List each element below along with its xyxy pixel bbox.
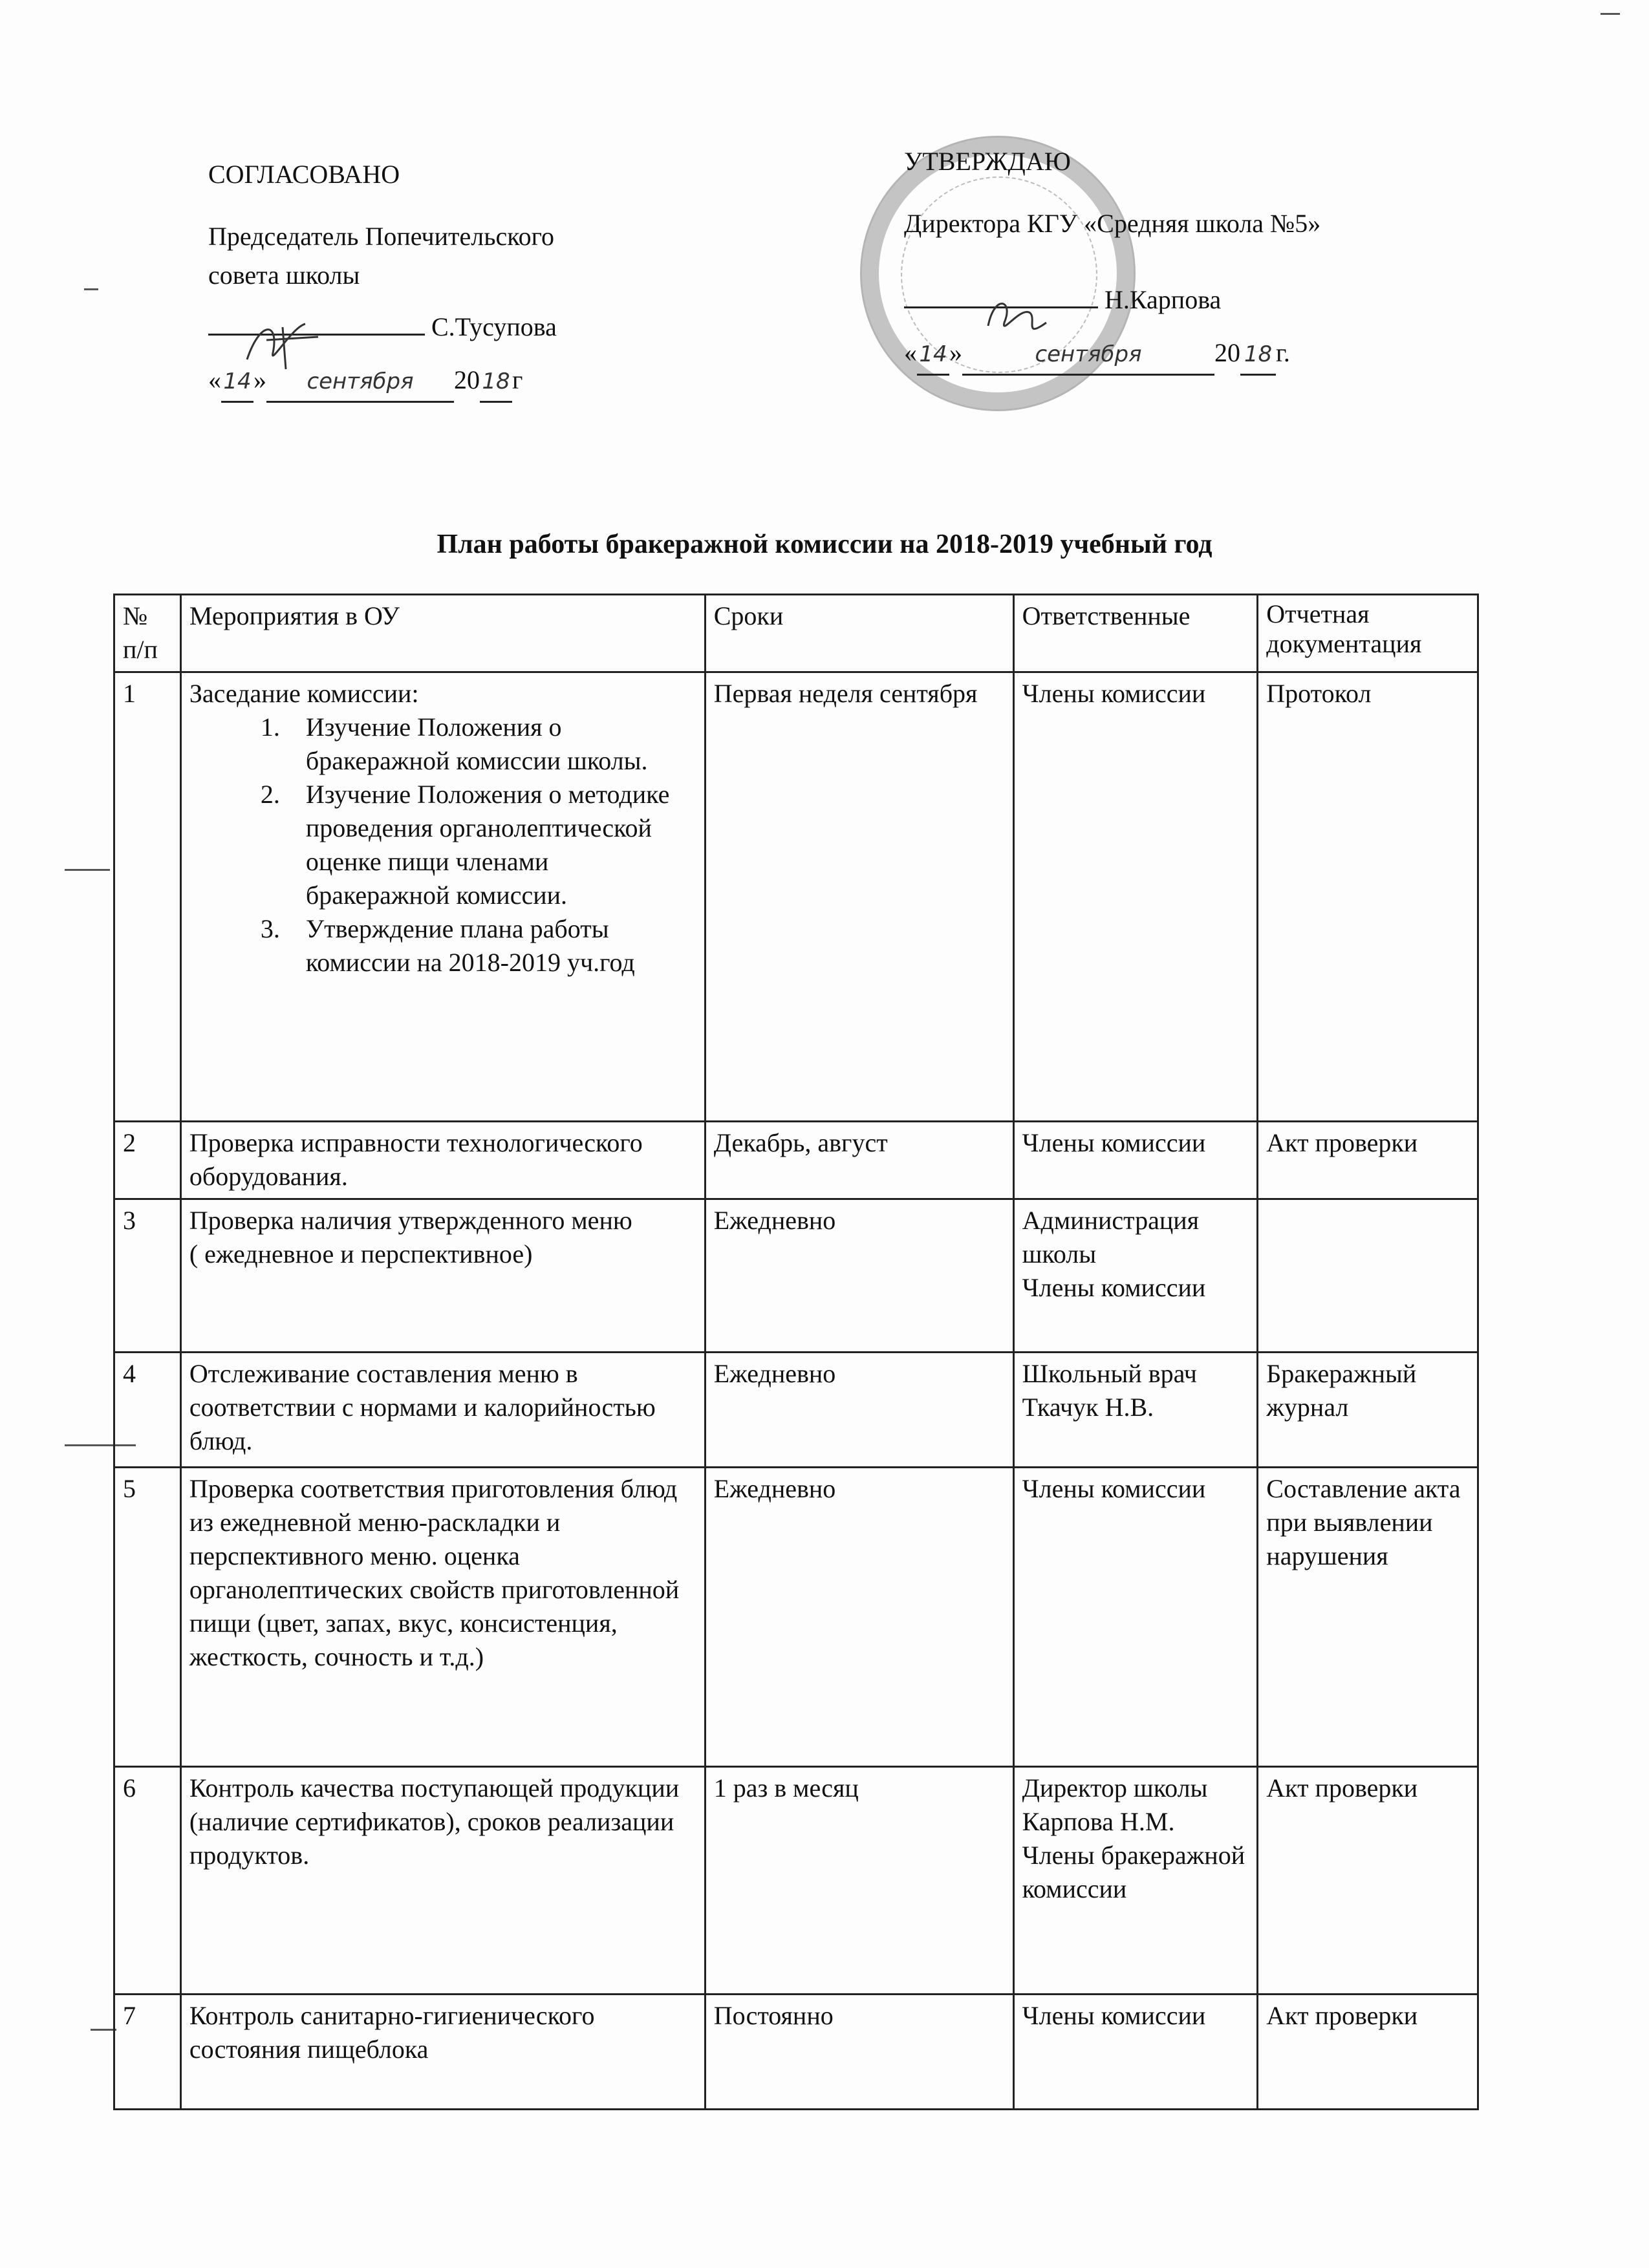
table-row [114, 1767, 1478, 1995]
table-row [114, 1995, 1478, 2110]
list-item: 3. Утверждение плана работы комиссии на 2018-2019 уч.год [286, 912, 696, 979]
approve-date-year: 18 [1240, 335, 1276, 376]
header-number: № п/п [114, 595, 181, 672]
scan-mark [91, 2029, 116, 2031]
row-term: 1 раз в месяц [705, 1767, 1013, 1995]
agreed-date-day: 14 [221, 362, 253, 403]
signature-line [904, 306, 1098, 308]
row-document: Акт проверки [1258, 1767, 1478, 1995]
event-intro: Заседание комиссии: [189, 679, 419, 708]
row-responsible: Школьный врач Ткачук Н.В. [1013, 1353, 1258, 1468]
scan-mark [65, 869, 110, 871]
row-event: Отслеживание составления меню в соответствии с нормами и калорийностью блюд. [180, 1353, 705, 1468]
row-event: Проверка исправности технологического оборудования. [180, 1122, 705, 1199]
row-number: 2 [114, 1122, 181, 1199]
approve-date: «14» сентября 20 18 г. [904, 334, 1486, 376]
row-event: Контроль санитарно-гигиенического состояния пищеблока [180, 1995, 705, 2110]
event-list [189, 711, 696, 979]
list-item: 2. Изучение Положения о методике проведения органолептической оценке пищи членами бракеражной комиссии. [286, 778, 696, 912]
document-title: План работы бракеражной комиссии на 2018-2019 учебный год [436, 530, 1212, 559]
row-term: Постоянно [705, 1995, 1013, 2110]
agreed-block [208, 155, 726, 403]
row-document: Акт проверки [1258, 1995, 1478, 2110]
row-number: 7 [114, 1995, 181, 2110]
table-row [114, 1199, 1478, 1353]
row-document: Протокол [1258, 672, 1478, 1122]
row-responsible: Члены комиссии [1013, 1122, 1258, 1199]
table-row [114, 1122, 1478, 1199]
row-event: Проверка наличия утвержденного меню ( ежедневное и перспективное) [180, 1199, 705, 1353]
agreed-date-year: 18 [480, 362, 512, 403]
row-document [1258, 1199, 1478, 1353]
agreed-date: «14» сентября 2018г [208, 361, 726, 403]
row-responsible: Члены комиссии [1013, 1468, 1258, 1767]
approve-heading: УТВЕРЖДАЮ [904, 147, 1071, 176]
table-header-row [114, 595, 1478, 672]
row-number: 4 [114, 1353, 181, 1468]
scan-mark [1600, 13, 1620, 15]
row-number: 3 [114, 1199, 181, 1353]
row-responsible: Члены комиссии [1013, 672, 1258, 1122]
list-item: 1. Изучение Положения о бракеражной комиссии школы. [286, 711, 696, 778]
agreed-position-line2: совета школы [208, 261, 360, 290]
row-document: Акт проверки [1258, 1122, 1478, 1199]
row-event [180, 672, 705, 1122]
approve-date-month: сентября [962, 335, 1214, 376]
row-term: Ежедневно [705, 1199, 1013, 1353]
agreed-heading: СОГЛАСОВАНО [208, 160, 400, 189]
agreed-position-line1: Председатель Попечительского [208, 222, 555, 251]
agreed-date-month: сентября [266, 362, 454, 403]
row-responsible: Администрация школы Члены комиссии [1013, 1199, 1258, 1353]
scan-mark [84, 288, 98, 290]
signature-scribble [975, 287, 1079, 345]
plan-table [113, 594, 1479, 2110]
signature-line [208, 334, 425, 336]
row-responsible: Директор школы Карпова Н.М. Члены бракеражной комиссии [1013, 1767, 1258, 1995]
row-document: Составление акта при выявлении нарушения [1258, 1468, 1478, 1767]
header-event: Мероприятия в ОУ [180, 595, 705, 672]
approve-position: Директора КГУ «Средняя школа №5» [904, 209, 1321, 238]
header-document: Отчетная документация [1258, 595, 1478, 672]
header-term: Сроки [705, 595, 1013, 672]
approve-date-day: 14 [917, 335, 949, 376]
row-event: Проверка соответствия приготовления блюд из ежедневной меню-раскладки и перспективного меню. оценка органолептических свойств приготовленной пищи (цвет, запах, вкус, консистенция, жесткость, сочность и т.д.) [180, 1468, 705, 1767]
approve-signer-name: Н.Карпова [1105, 285, 1222, 314]
approve-block [904, 142, 1486, 376]
approve-signature-row [904, 281, 1486, 319]
row-term: Первая неделя сентября [705, 672, 1013, 1122]
table-row [114, 1468, 1478, 1767]
row-responsible: Члены комиссии [1013, 1995, 1258, 2110]
row-term: Декабрь, август [705, 1122, 1013, 1199]
row-document: Бракеражный журнал [1258, 1353, 1478, 1468]
agreed-signature-row [208, 308, 726, 347]
row-number: 1 [114, 672, 181, 1122]
row-term: Ежедневно [705, 1468, 1013, 1767]
agreed-signer-name: С.Тусупова [431, 312, 557, 341]
row-number: 6 [114, 1767, 181, 1995]
table-row [114, 1353, 1478, 1468]
signature-scribble [221, 314, 338, 372]
row-number: 5 [114, 1468, 181, 1767]
row-event: Контроль качества поступающей продукции (наличие сертификатов), сроков реализации продуктов. [180, 1767, 705, 1995]
row-term: Ежедневно [705, 1353, 1013, 1468]
header-responsible: Ответственные [1013, 595, 1258, 672]
table-row [114, 672, 1478, 1122]
